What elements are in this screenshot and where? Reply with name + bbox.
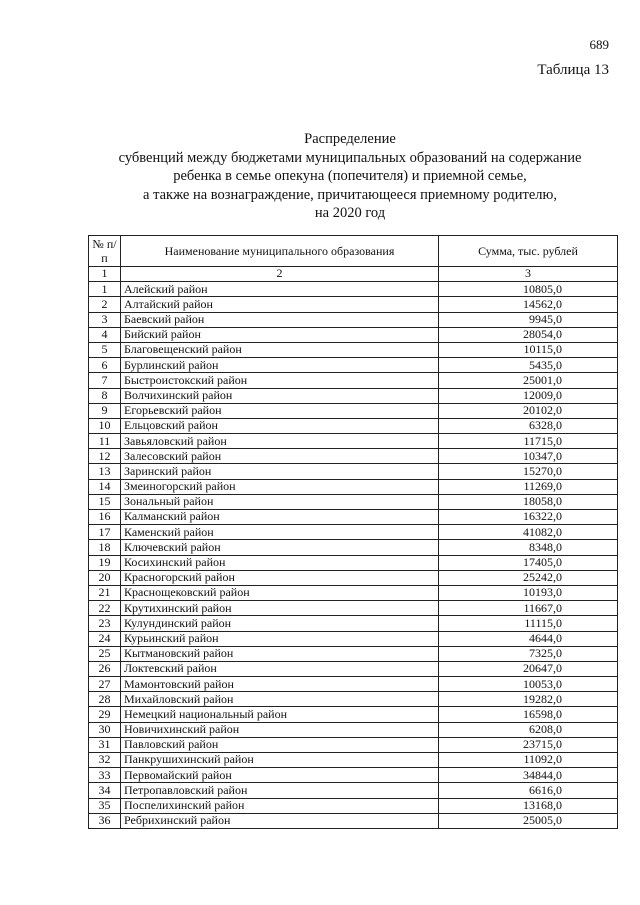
row-number: 30: [89, 722, 121, 737]
row-number: 13: [89, 464, 121, 479]
row-number: 4: [89, 327, 121, 342]
municipality-name: Заринский район: [121, 464, 439, 479]
municipality-name: Кулундинский район: [121, 616, 439, 631]
municipality-name: Петропавловский район: [121, 783, 439, 798]
row-number: 32: [89, 753, 121, 768]
municipality-name: Красногорский район: [121, 570, 439, 585]
row-number: 8: [89, 388, 121, 403]
row-number: 24: [89, 631, 121, 646]
row-number: 34: [89, 783, 121, 798]
municipality-name: Мамонтовский район: [121, 677, 439, 692]
row-number: 26: [89, 661, 121, 676]
column-number: 2: [121, 267, 439, 282]
table-row: [89, 464, 618, 479]
row-number: 21: [89, 585, 121, 600]
municipality-name: Егорьевский район: [121, 403, 439, 418]
subvention-amount: 10053,0: [439, 677, 618, 692]
municipality-name: Быстроистокский район: [121, 373, 439, 388]
subvention-amount: 10115,0: [439, 342, 618, 357]
subvention-amount: 25242,0: [439, 570, 618, 585]
table-row: [89, 707, 618, 722]
row-number: 28: [89, 692, 121, 707]
row-number: 10: [89, 418, 121, 433]
municipality-name: Косихинский район: [121, 555, 439, 570]
row-number: 7: [89, 373, 121, 388]
table-row: [89, 358, 618, 373]
heading-line: на 2020 год: [314, 205, 386, 221]
subvention-amount: 10347,0: [439, 449, 618, 464]
municipality-name: Михайловский район: [121, 692, 439, 707]
subvention-amount: 10193,0: [439, 585, 618, 600]
subvention-amount: 11269,0: [439, 479, 618, 494]
table-row: [89, 661, 618, 676]
subvention-amount: 12009,0: [439, 388, 618, 403]
municipality-name: Локтевский район: [121, 661, 439, 676]
header-num: № п/п: [89, 236, 121, 267]
subvention-amount: 13168,0: [439, 798, 618, 813]
table-row: [89, 616, 618, 631]
heading-line: Распределение: [304, 131, 396, 147]
table-row: [89, 753, 618, 768]
header-sum: Сумма, тыс. рублей: [439, 236, 618, 267]
subvention-amount: 6616,0: [439, 783, 618, 798]
table-row: [89, 449, 618, 464]
table-row: [89, 540, 618, 555]
row-number: 23: [89, 616, 121, 631]
row-number: 33: [89, 768, 121, 783]
subvention-amount: 7325,0: [439, 646, 618, 661]
row-number: 25: [89, 646, 121, 661]
row-number: 9: [89, 403, 121, 418]
municipality-name: Завьяловский район: [121, 434, 439, 449]
municipality-name: Бийский район: [121, 327, 439, 342]
row-number: 35: [89, 798, 121, 813]
municipality-name: Немецкий национальный район: [121, 707, 439, 722]
row-number: 17: [89, 525, 121, 540]
subvention-amount: 20647,0: [439, 661, 618, 676]
table-label: Таблица 13: [537, 62, 609, 78]
table-row: [89, 434, 618, 449]
table-row: [89, 297, 618, 312]
municipality-name: Алейский район: [121, 282, 439, 297]
row-number: 27: [89, 677, 121, 692]
subvention-amount: 41082,0: [439, 525, 618, 540]
municipality-name: Панкрушихинский район: [121, 753, 439, 768]
municipality-name: Ребрихинский район: [121, 813, 439, 828]
subvention-amount: 14562,0: [439, 297, 618, 312]
page-number: 689: [589, 37, 609, 52]
table-row: [89, 403, 618, 418]
subvention-amount: 11667,0: [439, 601, 618, 616]
table-row: [89, 312, 618, 327]
municipality-name: Волчихинский район: [121, 388, 439, 403]
subvention-amount: 16598,0: [439, 707, 618, 722]
municipality-name: Калманский район: [121, 510, 439, 525]
municipality-name: Курьинский район: [121, 631, 439, 646]
municipality-name: Ельцовский район: [121, 418, 439, 433]
subvention-amount: 23715,0: [439, 737, 618, 752]
municipality-name: Баевский район: [121, 312, 439, 327]
row-number: 14: [89, 479, 121, 494]
table-row: [89, 722, 618, 737]
table-row: [89, 798, 618, 813]
subvention-amount: 34844,0: [439, 768, 618, 783]
subvention-amount: 19282,0: [439, 692, 618, 707]
table-row: [89, 601, 618, 616]
subvention-amount: 20102,0: [439, 403, 618, 418]
subvention-amount: 6328,0: [439, 418, 618, 433]
table-row: [89, 342, 618, 357]
document-heading: [30, 130, 640, 223]
table-row: [89, 388, 618, 403]
row-number: 31: [89, 737, 121, 752]
municipality-name: Благовещенский район: [121, 342, 439, 357]
table-row: [89, 692, 618, 707]
table-row: [89, 373, 618, 388]
row-number: 1: [89, 282, 121, 297]
subvention-amount: 6208,0: [439, 722, 618, 737]
row-number: 20: [89, 570, 121, 585]
municipality-name: Новичихинский район: [121, 722, 439, 737]
column-number-row: [89, 267, 618, 282]
subvention-amount: 17405,0: [439, 555, 618, 570]
municipality-name: Краснощековский район: [121, 585, 439, 600]
subvention-amount: 8348,0: [439, 540, 618, 555]
column-number: 1: [89, 267, 121, 282]
row-number: 6: [89, 358, 121, 373]
table-row: [89, 783, 618, 798]
table-row: [89, 677, 618, 692]
municipality-name: Крутихинский район: [121, 601, 439, 616]
table-row: [89, 555, 618, 570]
row-number: 12: [89, 449, 121, 464]
row-number: 19: [89, 555, 121, 570]
subvention-amount: 25001,0: [439, 373, 618, 388]
subvention-amount: 10805,0: [439, 282, 618, 297]
heading-line: субвенций между бюджетами муниципальных образований на содержание: [118, 149, 582, 166]
heading-line: ребенка в семье опекуна (попечителя) и приемной семье,: [173, 168, 527, 184]
row-number: 11: [89, 434, 121, 449]
municipality-name: Алтайский район: [121, 297, 439, 312]
table-row: [89, 479, 618, 494]
municipality-name: Змеиногорский район: [121, 479, 439, 494]
row-number: 15: [89, 494, 121, 509]
subvention-amount: 11715,0: [439, 434, 618, 449]
table-row: [89, 327, 618, 342]
table-row: [89, 813, 618, 828]
table-row: [89, 737, 618, 752]
subvention-amount: 4644,0: [439, 631, 618, 646]
municipality-name: Поспелихинский район: [121, 798, 439, 813]
table-row: [89, 525, 618, 540]
table-row: [89, 646, 618, 661]
municipality-name: Залесовский район: [121, 449, 439, 464]
subvention-amount: 16322,0: [439, 510, 618, 525]
subvention-amount: 11092,0: [439, 753, 618, 768]
row-number: 22: [89, 601, 121, 616]
table-row: [89, 570, 618, 585]
municipality-name: Первомайский район: [121, 768, 439, 783]
table-row: [89, 585, 618, 600]
subvention-amount: 5435,0: [439, 358, 618, 373]
table-row: [89, 510, 618, 525]
table-header-row: [89, 236, 618, 267]
subvention-amount: 11115,0: [439, 616, 618, 631]
row-number: 5: [89, 342, 121, 357]
subventions-table: [88, 235, 618, 829]
table-row: [89, 418, 618, 433]
municipality-name: Бурлинский район: [121, 358, 439, 373]
municipality-name: Павловский район: [121, 737, 439, 752]
column-number: 3: [439, 267, 618, 282]
table-row: [89, 494, 618, 509]
subvention-amount: 9945,0: [439, 312, 618, 327]
row-number: 36: [89, 813, 121, 828]
municipality-name: Кытмановский район: [121, 646, 439, 661]
subvention-amount: 18058,0: [439, 494, 618, 509]
subvention-amount: 28054,0: [439, 327, 618, 342]
subvention-amount: 25005,0: [439, 813, 618, 828]
municipality-name: Зональный район: [121, 494, 439, 509]
table-row: [89, 282, 618, 297]
heading-line: а также на вознаграждение, причитающееся приемному родителю,: [143, 186, 557, 203]
row-number: 18: [89, 540, 121, 555]
row-number: 16: [89, 510, 121, 525]
table-body: [89, 282, 618, 829]
subvention-amount: 15270,0: [439, 464, 618, 479]
header-name: Наименование муниципального образования: [121, 236, 439, 267]
table-row: [89, 768, 618, 783]
row-number: 2: [89, 297, 121, 312]
row-number: 3: [89, 312, 121, 327]
municipality-name: Ключевский район: [121, 540, 439, 555]
table-row: [89, 631, 618, 646]
municipality-name: Каменский район: [121, 525, 439, 540]
row-number: 29: [89, 707, 121, 722]
